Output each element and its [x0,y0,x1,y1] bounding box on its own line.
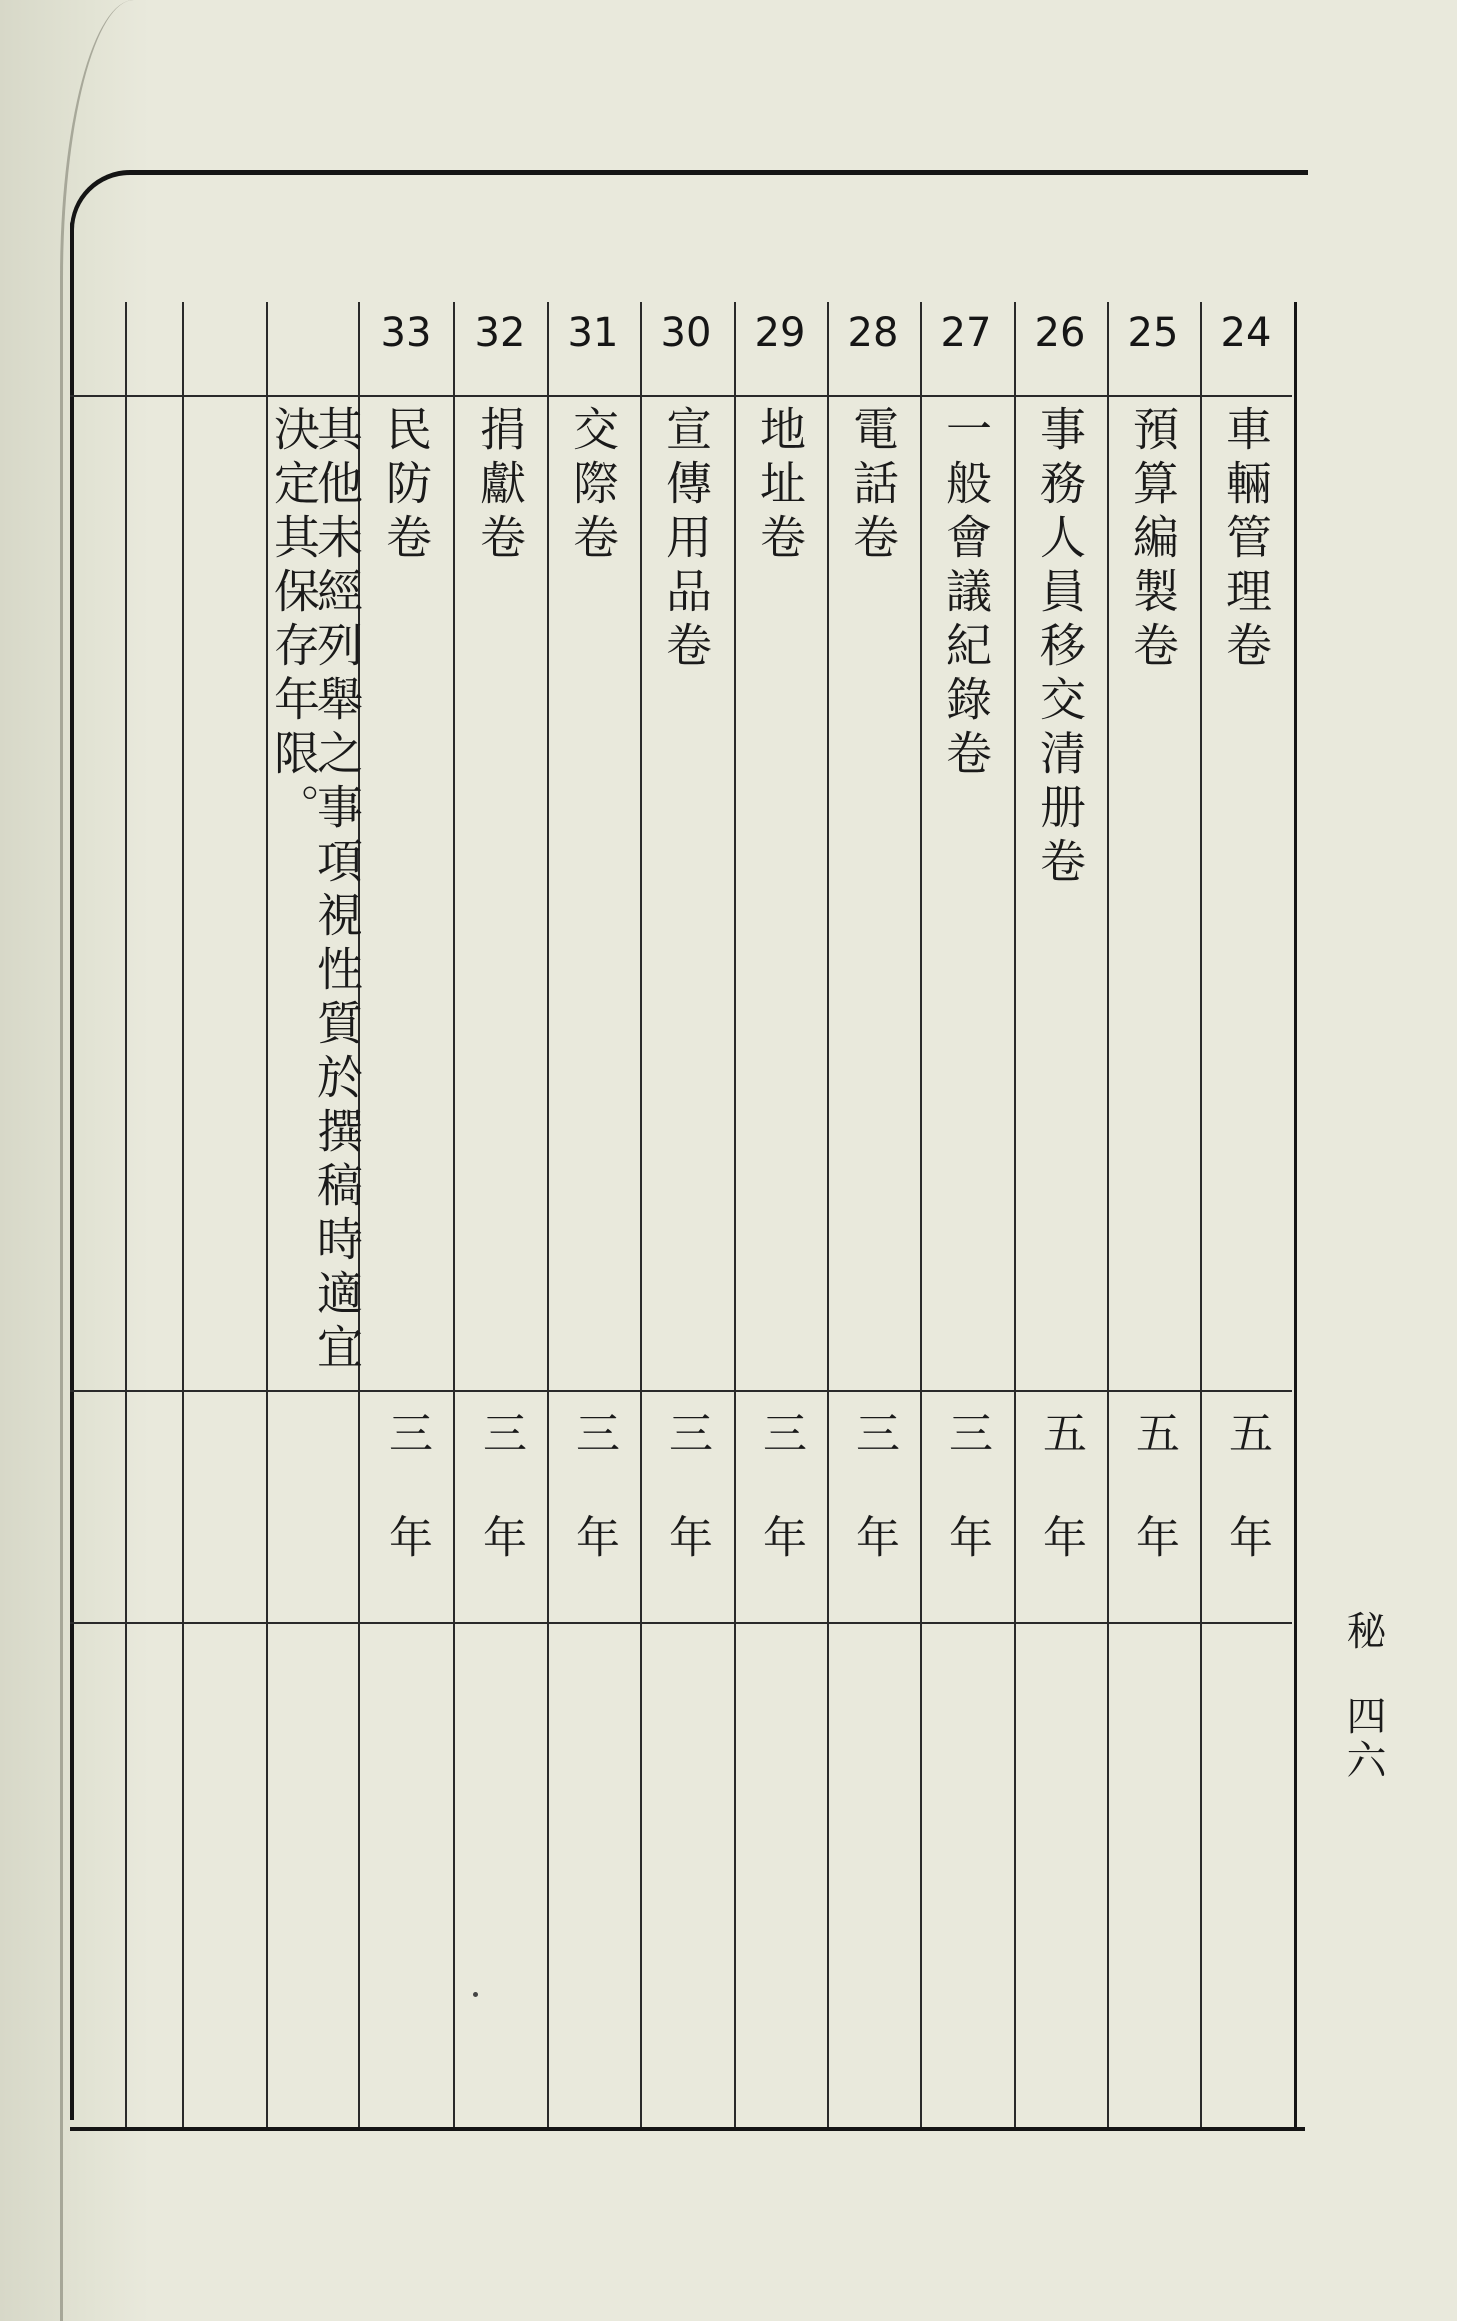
row-title: 預算編製卷 [1126,405,1180,675]
row-title: 捐獻卷 [473,405,527,567]
paper-speck [473,1992,478,1997]
row-period: 五年 [1221,1410,1272,1618]
column-divider [182,302,184,2127]
row-number: 31 [567,310,619,356]
row-period: 三年 [755,1410,806,1618]
row-number: 25 [1127,310,1179,356]
row-number: 26 [1034,310,1086,356]
row-title: 民防卷 [379,405,433,567]
header-divider [70,395,1292,397]
row-title: 一般會議紀錄卷 [939,405,993,783]
table-top-rule [128,170,1308,175]
row-period: 三年 [381,1410,432,1618]
table-bottom-rule [70,2127,1305,2131]
row-period: 三年 [848,1410,899,1618]
row-number: 28 [847,310,899,356]
row-period: 五年 [1035,1410,1086,1618]
row-title: 宣傳用品卷 [659,405,713,675]
row-period: 五年 [1128,1410,1179,1618]
row-number: 27 [940,310,992,356]
row-period: 三年 [941,1410,992,1618]
row-title: 電話卷 [846,405,900,567]
table-corner-curve [70,170,138,239]
section-label: 秘 [1340,1610,1386,1654]
row-title: 交際卷 [566,405,620,567]
row-title: 事務人員移交清册卷 [1033,405,1087,891]
row-title: 地址卷 [753,405,807,567]
row-period: 三年 [475,1410,526,1618]
row-period: 三年 [661,1410,712,1618]
row-title: 車輛管理卷 [1219,405,1273,675]
column-divider [125,302,127,2127]
row-number: 30 [660,310,712,356]
row-number: 32 [474,310,526,356]
row-number: 24 [1220,310,1272,356]
table-left-rule [70,220,74,2120]
row-number: 29 [754,310,806,356]
row-number: 33 [380,310,432,356]
page-number: 四六 [1340,1695,1386,1783]
closing-note: 其他未經列舉之事項視性質於撰稿時適宜決定其保存年限。 [267,405,364,1377]
row-period: 三年 [568,1410,619,1618]
